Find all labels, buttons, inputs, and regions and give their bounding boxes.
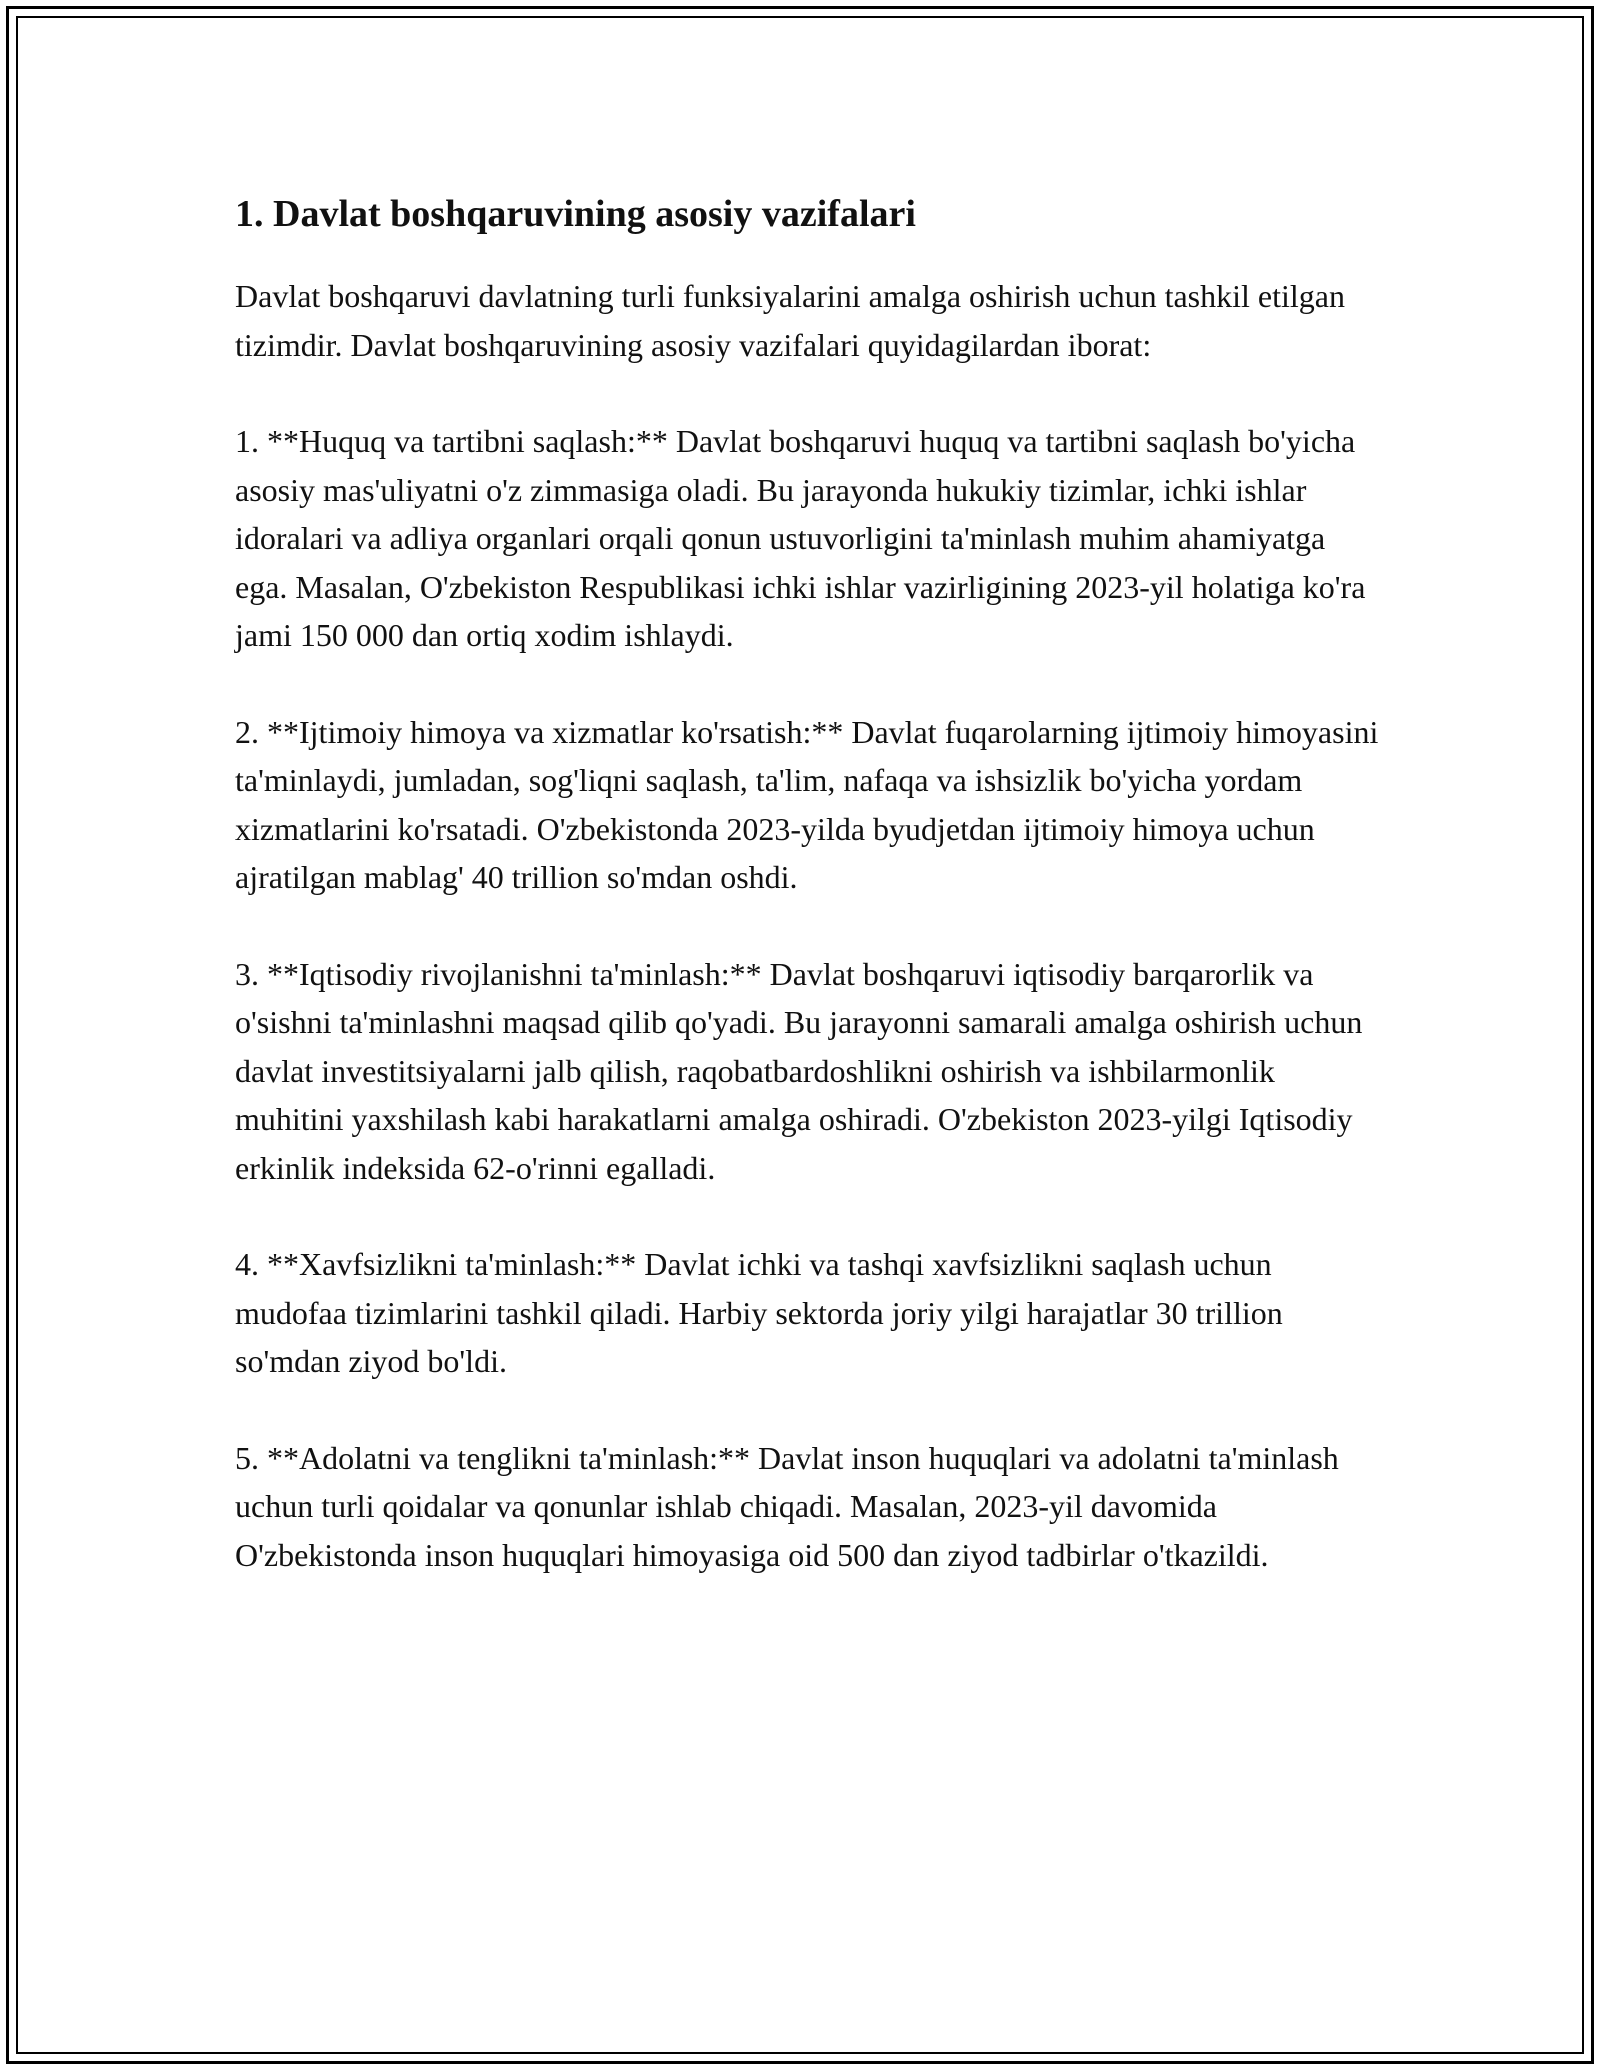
list-item-economic-development: 3. **Iqtisodiy rivojlanishni ta'minlash:** Davlat boshqaruvi iqtisodiy barqarorlik va o'sishni ta'minlashni maqsad qilib qo'yadi. Bu jarayonni samarali amalga oshirish uchun davlat investitsiyalarni jalb qilish, raqobatbardoshlikni oshirish va ishbilarmonlik muhitini yaxshilash kabi harakatlarni amalga oshiradi. O'zbekiston 2023-yilgi Iqtisodiy erkinlik indeksida 62-o'rinni egalladi. — [235, 955, 1363, 1186]
list-item-social-protection: 2. **Ijtimoiy himoya va xizmatlar ko'rsatish:** Davlat fuqarolarning ijtimoiy himoyasini ta'minlaydi, jumladan, sog'liqni saqlash, ta'lim, nafaqa va ishsizlik bo'yicha yordam xizmatlarini ko'rsatadi. O'zbekistonda 2023-yilda byudjetdan ijtimoiy himoya uchun ajratilgan mablag' 40 trillion so'mdan oshdi. — [235, 713, 1379, 895]
document-body — [235, 182, 1385, 1627]
intro-paragraph: Davlat boshqaruvi davlatning turli funksiyalarini amalga oshirish uchun tashkil etilgan tizimdir. Davlat boshqaruvining asosiy vazifalari quyidagilardan iborat: — [235, 278, 1345, 363]
document-title: 1. Davlat boshqaruvining asosiy vazifalari — [235, 193, 916, 235]
list-item-law-order: 1. **Huquq va tartibni saqlash:** Davlat boshqaruvi huquq va tartibni saqlash bo'yicha asosiy mas'uliyatni o'z zimmasiga oladi. Bu jarayonda hukukiy tizimlar, ichki ishlar idoralari va adliya organlari orqali qonun ustuvorligini ta'minlash muhim ahamiyatga ega. Masalan, O'zbekiston Respublikasi ichki ishlar vazirligining 2023-yil holatiga ko'ra jami 150 000 dan ortiq xodim ishlaydi. — [235, 423, 1366, 653]
list-item-justice-equality: 5. **Adolatni va tenglikni ta'minlash:** Davlat inson huquqlari va adolatni ta'minlash uchun turli qoidalar va qonunlar ishlab chiqadi. Masalan, 2023-yil davomida O'zbekistonda inson huquqlari himoyasiga oid 500 dan ziyod tadbirlar o'tkazildi. — [235, 1439, 1339, 1573]
list-item-security: 4. **Xavfsizlikni ta'minlash:** Davlat ichki va tashqi xavfsizlikni saqlash uchun mudofaa tizimlarini tashkil qiladi. Harbiy sektorda joriy yilgi harajatlar 30 trillion so'mdan ziyod bo'ldi. — [235, 1246, 1283, 1379]
